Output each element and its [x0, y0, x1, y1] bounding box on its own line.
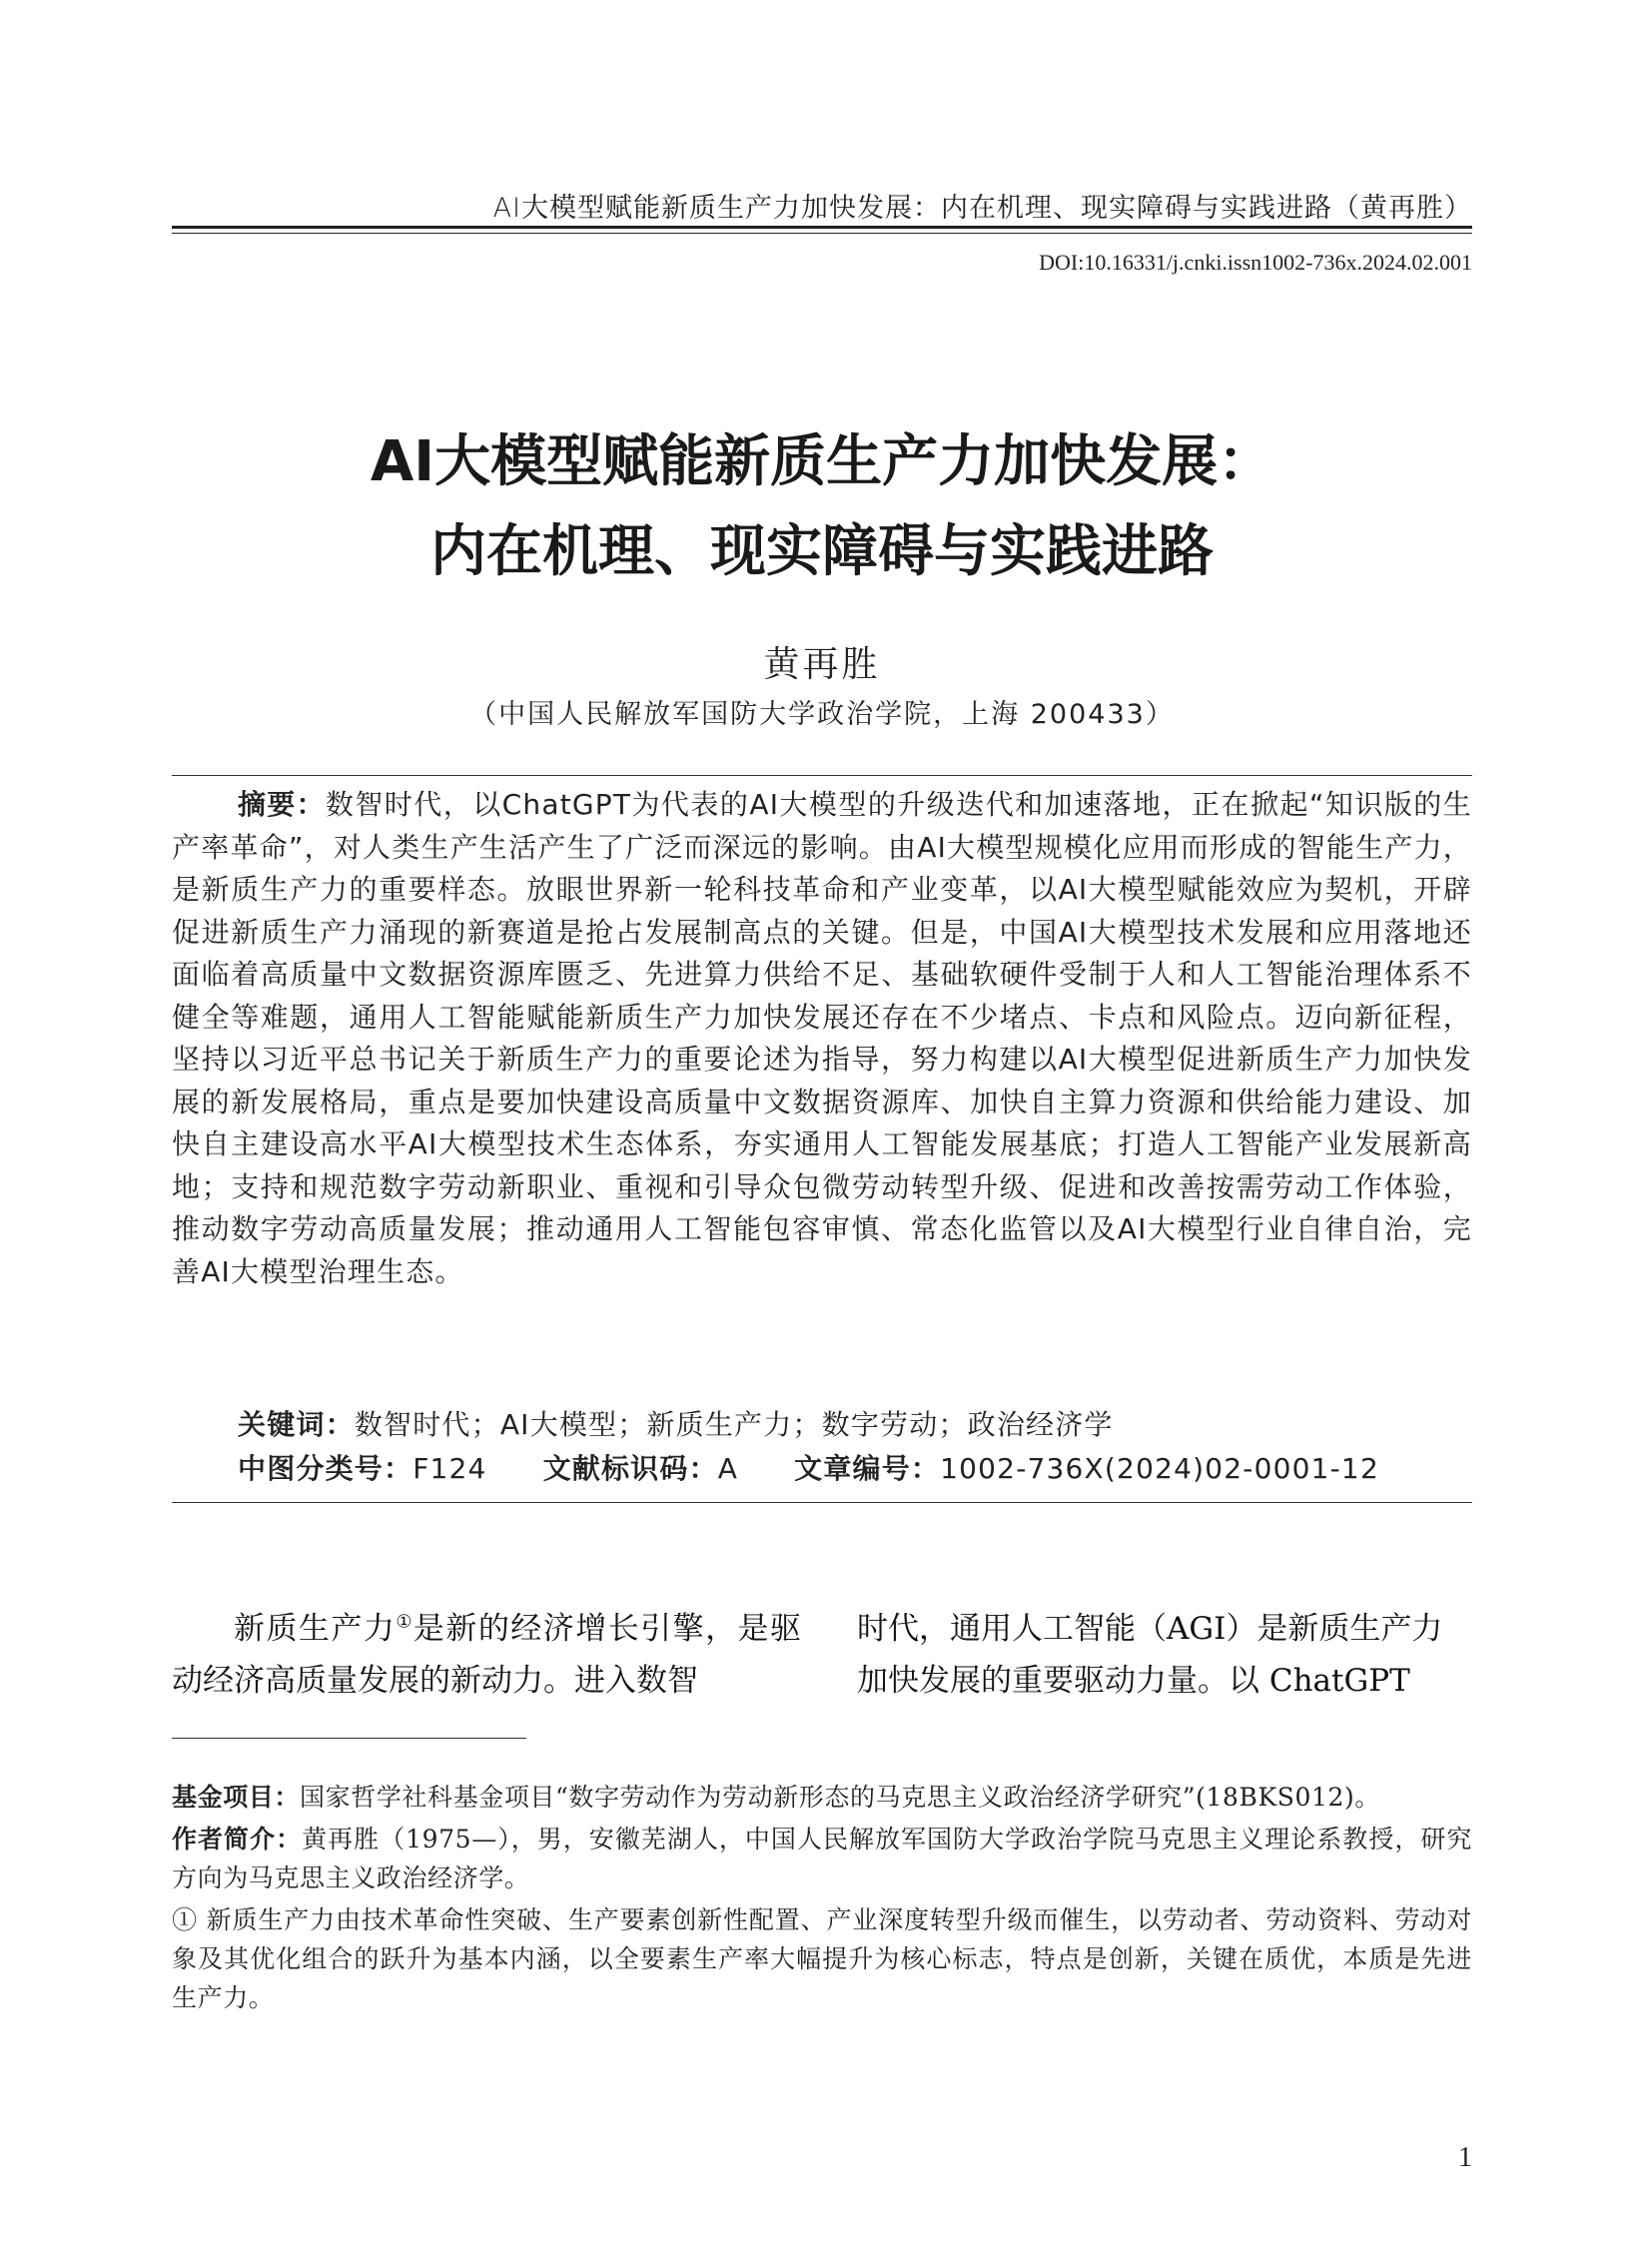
classification-line [238, 1447, 1472, 1487]
running-header: AI大模型赋能新质生产力加快发展：内在机理、现实障碍与实践进路（黄再胜） [492, 193, 1472, 224]
abstract-label: 摘要： [238, 788, 326, 821]
header-rule [172, 226, 1472, 229]
abstract-rule-bottom [172, 1502, 1472, 1503]
doc-code-label: 文献标识码： [542, 1452, 718, 1485]
body-text: 是新的经济增长引擎，是驱动经济高质量发展的新动力。进入数智 [172, 1611, 802, 1699]
footnotes [172, 1778, 1472, 2020]
header-rule-thin [172, 233, 1472, 234]
author-name: 黄再胜 [763, 644, 881, 685]
clc-label: 中图分类号： [238, 1452, 413, 1485]
body-line: 加快发展的重要驱动力量。以 ChatGPT [857, 1663, 1410, 1699]
body-column-left [172, 1603, 801, 1707]
body-column-right [857, 1603, 1472, 1707]
keywords-label: 关键词： [238, 1408, 355, 1441]
author-bio-text: 黄再胜（1975—），男，安徽芜湖人，中国人民解放军国防大学政治学院马克思主义理论系教授，研究方向为马克思主义政治经济学。 [172, 1825, 1472, 1892]
fund-label: 基金项目： [172, 1783, 301, 1812]
abstract [172, 784, 1472, 1293]
article-title [172, 417, 1472, 597]
footnote-reference[interactable]: ① [396, 1611, 413, 1633]
abstract-rule-top [172, 775, 1472, 776]
doi: DOI:10.16331/j.cnki.issn1002-736x.2024.02.001 [1039, 250, 1472, 275]
footnote-1: ① 新质生产力由技术革命性突破、生产要素创新性配置、产业深度转型升级而催生，以劳动者、劳动资料、劳动对象及其优化组合的跃升为基本内涵，以全要素生产率大幅提升为核心标志，特点是创新，关键在质优，本质是先进生产力。 [172, 1905, 1472, 2012]
author-affiliation: （中国人民解放军国防大学政治学院，上海 200433） [469, 699, 1175, 730]
keywords-text: 数智时代；AI大模型；新质生产力；数字劳动；政治经济学 [354, 1408, 1114, 1441]
body-line: 时代，通用人工智能（AGI）是新质生产力 [857, 1611, 1443, 1647]
fund-note [172, 1778, 1472, 1817]
article-number-value: 1002-736X(2024)02-0001-12 [940, 1452, 1379, 1485]
article-number-label: 文章编号： [794, 1452, 941, 1485]
abstract-text: 数智时代，以ChatGPT为代表的AI大模型的升级迭代和加速落地，正在掀起“知识版的生产率革命”，对人类生产生活产生了广泛而深远的影响。由AI大模型规模化应用而形成的智能生产力，是新质生产力的重要样态。放眼世界新一轮科技革命和产业变革，以AI大模型赋能效应为契机，开辟促进新质生产力涌现的新赛道是抢占发展制高点的关键。但是，中国AI大模型技术发展和应用落地还面临着高质量中文数据资源库匮乏、先进算力供给不足、基础软硬件受制于人和人工智能治理体系不健全等难题，通用人工智能赋能新质生产力加快发展还存在不少堵点、卡点和风险点。迈向新征程，坚持以习近平总书记关于新质生产力的重要论述为指导，努力构建以AI大模型促进新质生产力加快发展的新发展格局，重点是要加快建设高质量中文数据资源库、加快自主算力资源和供给能力建设、加快自主建设高水平AI大模型技术生态体系，夯实通用人工智能发展基底；打造人工智能产业发展新高地；支持和规范数字劳动新职业、重视和引导众包微劳动转型升级、促进和改善按需劳动工作体验，推动数字劳动高质量发展；推动通用人工智能包容审慎、常态化监管以及AI大模型行业自律自治，完善AI大模型治理生态。 [172, 788, 1472, 1288]
page-number: 1 [1458, 2142, 1472, 2173]
author-note [172, 1820, 1472, 1897]
fund-text: 国家哲学社科基金项目“数字劳动作为劳动新形态的马克思主义政治经济学研究”(18BKS012)。 [300, 1783, 1380, 1812]
title-line-2: 内在机理、现实障碍与实践进路 [430, 519, 1214, 584]
footnote-rule [172, 1738, 526, 1739]
title-line-1: AI大模型赋能新质生产力加快发展： [370, 429, 1274, 494]
keywords [238, 1403, 1472, 1443]
clc-value: F124 [413, 1452, 487, 1485]
author-bio-label: 作者简介： [172, 1825, 303, 1854]
doc-code-value: A [717, 1452, 739, 1485]
body-text: 新质生产力 [234, 1611, 397, 1647]
